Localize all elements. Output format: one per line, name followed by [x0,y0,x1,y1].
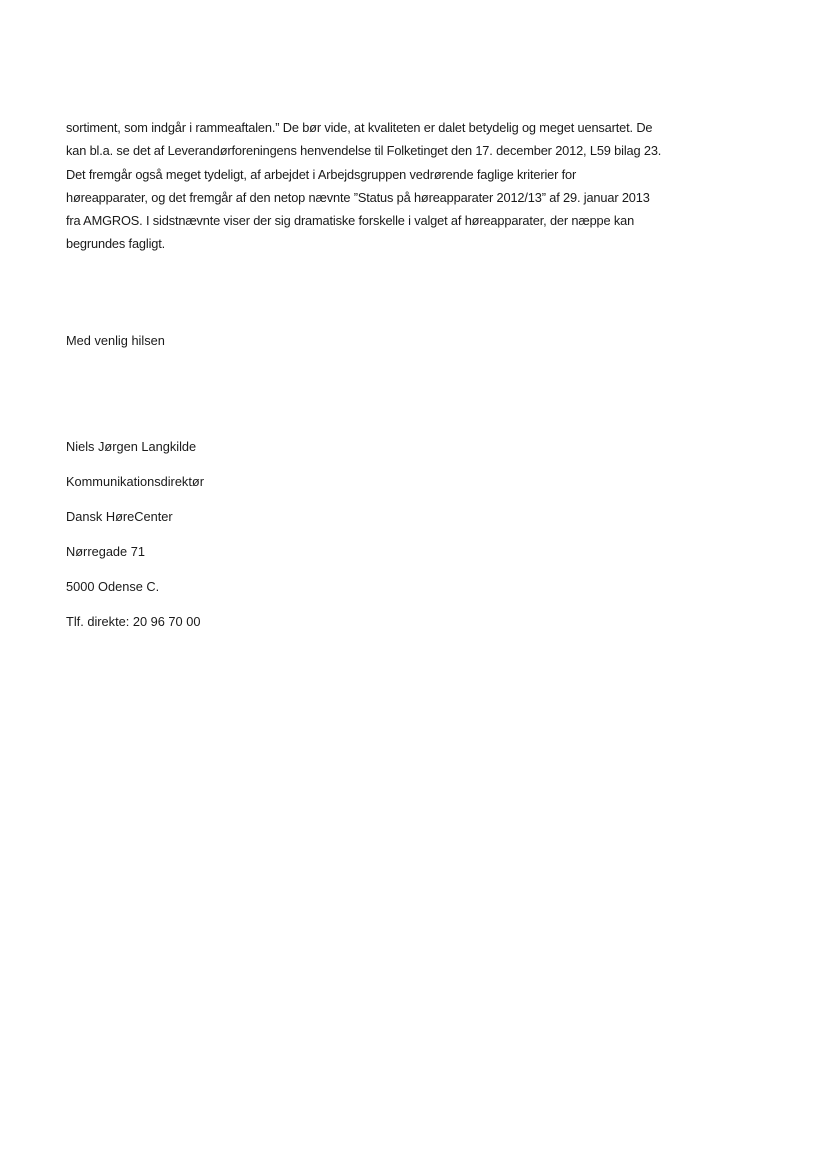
signer-street: Nørregade 71 [66,544,145,559]
signer-name: Niels Jørgen Langkilde [66,439,197,454]
paragraph-line: sortiment, som indgår i rammeaftalen.” De bør vide, at kvaliteten er dalet betydelig og meget uensartet. De [66,120,653,135]
paragraph-line: Det fremgår også meget tydeligt, af arbejdet i Arbejdsgruppen vedrørende faglige kriterier for [66,166,577,182]
letter-closing: Med venlig hilsen [66,333,165,348]
signer-title: Kommunikationsdirektør [66,474,204,489]
paragraph-line: begrundes fagligt. [66,236,166,252]
signer-city: 5000 Odense C. [66,579,160,594]
paragraph-line: fra AMGROS. I sidstnævnte viser der sig dramatiske forskelle i valget af høreapparater, der næppe kan [66,213,635,229]
signer-organization: Dansk HøreCenter [66,509,173,524]
signature-block [66,437,204,647]
paragraph-line: høreapparater, og det fremgår af den netop nævnte ”Status på høreapparater 2012/13” af 29. januar 2013 [66,189,650,205]
paragraph-line: kan bl.a. se det af Leverandørforeningens henvendelse til Folketinget den 17. december 2012, L59 bilag 23. [66,143,662,159]
signer-phone: Tlf. direkte: 20 96 70 00 [66,614,201,629]
letter-paragraph [66,116,766,256]
